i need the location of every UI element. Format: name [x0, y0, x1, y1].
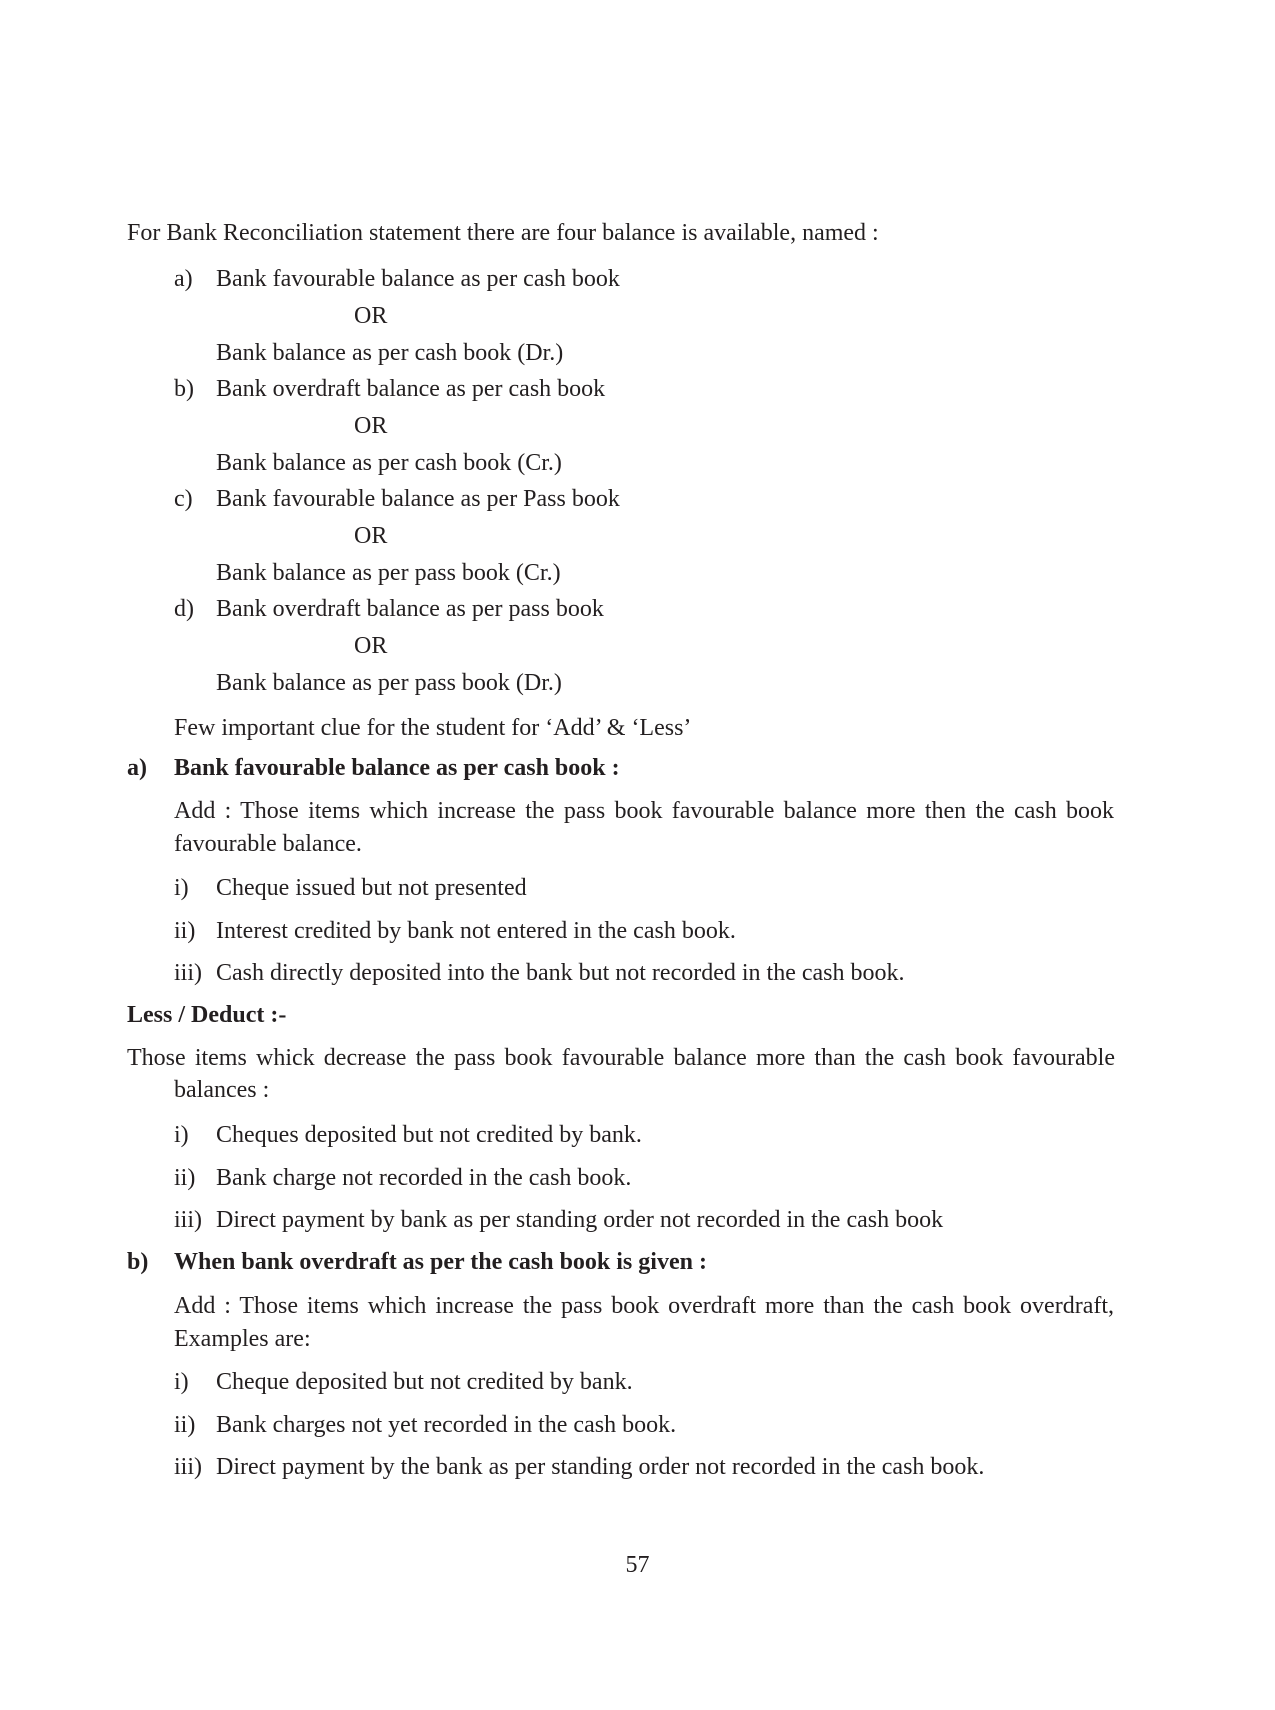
section-a-add-text: Add : Those items which increase the pass book favourable balance more then the cash book favourable balance. — [174, 798, 1114, 857]
section-a-add-item-marker: iii) — [174, 960, 202, 986]
section-b-add-item: Cheque deposited but not credited by bank. — [216, 1369, 633, 1395]
section-b-heading: When bank overdraft as per the cash book is given : — [174, 1249, 707, 1275]
page-number: 57 — [625, 1552, 650, 1578]
balance-c-second: Bank balance as per pass book (Cr.) — [216, 560, 561, 586]
balance-c-or: OR — [354, 523, 388, 549]
section-a-heading: Bank favourable balance as per cash book : — [174, 755, 620, 781]
balance-d-second: Bank balance as per pass book (Dr.) — [216, 670, 562, 696]
section-a-marker: a) — [127, 755, 147, 781]
less-item: Direct payment by bank as per standing order not recorded in the cash book — [216, 1207, 944, 1233]
intro-paragraph: For Bank Reconciliation statement there are four balance is available, named : — [127, 220, 879, 246]
section-b-add-text: Add : Those items which increase the pass book overdraft more than the cash book overdraft, Examples are: — [174, 1293, 1114, 1352]
section-b-add-item-marker: ii) — [174, 1412, 196, 1438]
section-a-add-item: Cheque issued but not presented — [216, 875, 527, 901]
balance-b-first: Bank overdraft balance as per cash book — [216, 376, 606, 402]
balance-marker-b: b) — [174, 376, 194, 402]
less-text-line-1: Those items whick decrease the pass book favourable balance more than the cash book favourable — [127, 1045, 1115, 1071]
less-item-marker: iii) — [174, 1207, 202, 1233]
less-item-marker: ii) — [174, 1165, 196, 1191]
clue-line: Few important clue for the student for ‘Add’ & ‘Less’ — [174, 715, 692, 741]
balance-b-second: Bank balance as per cash book (Cr.) — [216, 450, 562, 476]
section-b-add-item-marker: iii) — [174, 1454, 202, 1480]
less-item-marker: i) — [174, 1122, 189, 1148]
less-item: Bank charge not recorded in the cash book. — [216, 1165, 632, 1191]
balance-marker-c: c) — [174, 486, 193, 512]
balance-a-or: OR — [354, 303, 388, 329]
less-text-line-2: balances : — [174, 1077, 270, 1103]
balance-d-or: OR — [354, 633, 388, 659]
section-b-add-item-marker: i) — [174, 1369, 189, 1395]
section-b-add-item: Direct payment by the bank as per standing order not recorded in the cash book. — [216, 1454, 985, 1480]
section-a-add-item: Interest credited by bank not entered in the cash book. — [216, 918, 736, 944]
section-b-add-item: Bank charges not yet recorded in the cash book. — [216, 1412, 677, 1438]
balance-b-or: OR — [354, 413, 388, 439]
section-b-marker: b) — [127, 1249, 149, 1275]
balance-d-first: Bank overdraft balance as per pass book — [216, 596, 604, 622]
section-a-add-item: Cash directly deposited into the bank but not recorded in the cash book. — [216, 960, 905, 986]
balance-c-first: Bank favourable balance as per Pass book — [216, 486, 620, 512]
section-a-add-item-marker: i) — [174, 875, 189, 901]
balance-marker-d: d) — [174, 596, 194, 622]
balance-a-second: Bank balance as per cash book (Dr.) — [216, 340, 564, 366]
section-a-add-item-marker: ii) — [174, 918, 196, 944]
balance-marker-a: a) — [174, 266, 193, 292]
less-item: Cheques deposited but not credited by bank. — [216, 1122, 642, 1148]
less-deduct-heading: Less / Deduct :- — [127, 1002, 287, 1028]
balance-a-first: Bank favourable balance as per cash book — [216, 266, 620, 292]
